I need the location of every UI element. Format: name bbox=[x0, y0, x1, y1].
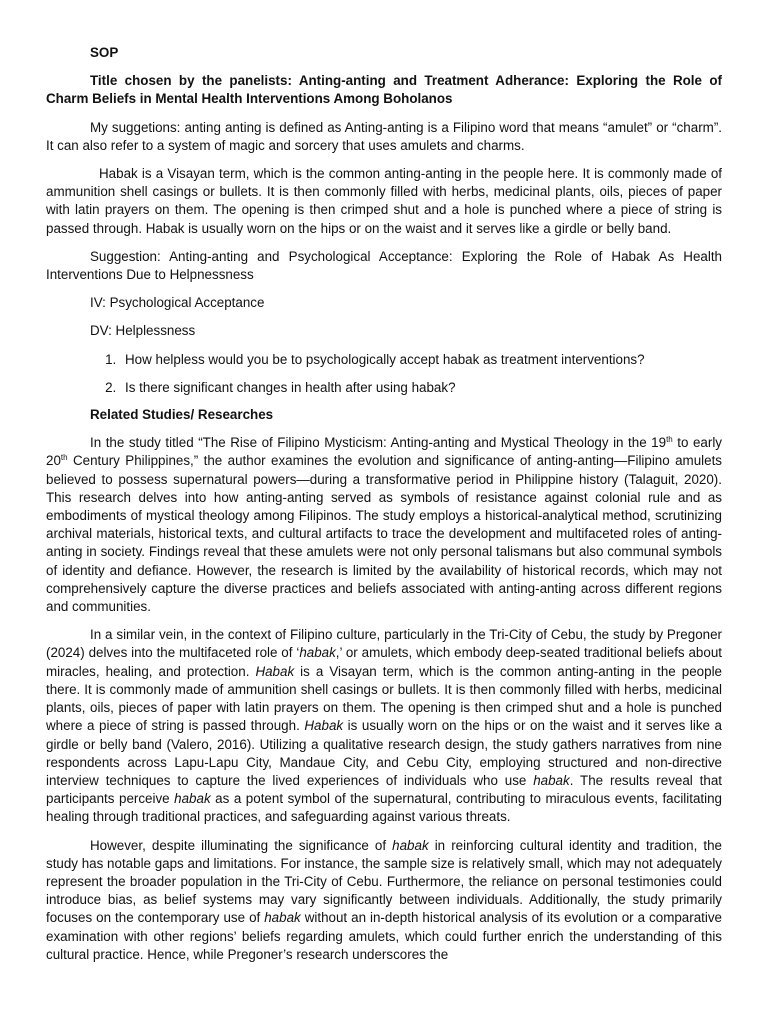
study3-text: However, despite illuminating the significance of bbox=[90, 837, 393, 853]
italic-term: habak bbox=[174, 791, 211, 807]
study1-text: to early 20 bbox=[46, 435, 723, 469]
study-paragraph-3 bbox=[46, 837, 722, 964]
italic-term: Habak bbox=[304, 718, 344, 734]
study2-text: . The results reveal that participants perceive bbox=[46, 772, 722, 807]
study1-text: Century Philippines,” the author examines the evolution and significance of anting-anting—Filipino amulets believed to possess supernatural powers—during a transformative period in Philippine history (Talaguit, 2020). This research delves into how anting-anting served as symbols of resistance against colonial rule and as embodiments of mystical theology among Filipinos. The study employs a historical-analytical method, scrutinizing archival materials, historical texts, and cultural artifacts to trace the development and multifaceted roles of anting-anting in society. Findings reveal that these amulets were not only personal talismans but also communal symbols of identity and defiance. However, the research is limited by the availability of historical records, which may not comprehensively capture the diverse practices and beliefs associated with anting-anting across different regions and communities. bbox=[46, 453, 722, 615]
italic-term: Habak bbox=[255, 663, 295, 679]
suggestion-paragraph: Suggestion: Anting-anting and Psychological Acceptance: Exploring the Role of Habak As Health Interventions Due to Helpnessness bbox=[46, 248, 722, 283]
study1-text: In the study titled “The Rise of Filipino Mysticism: Anting-anting and Mystical Theology in the 19 bbox=[90, 435, 667, 451]
study3-text: without an in-depth historical analysis of its evolution or a comparative examination with other regions’ beliefs regarding amulets, which could further enrich the understanding of this cultural practice. Hence, while Pregoner’s research underscores the bbox=[46, 910, 722, 962]
related-studies-heading: Related Studies/ Researches bbox=[90, 407, 274, 423]
suggestions-paragraph: My suggetions: anting anting is defined as Anting-anting is a Filipino word that means “amulet” or “charm”. It can also refer to a system of magic and sorcery that uses amulets and charms. bbox=[46, 119, 722, 153]
study2-text: ,’ or amulets, which embody deep-seated traditional beliefs about miracles, healing, and protection. bbox=[46, 645, 722, 679]
ordinal-superscript: th bbox=[60, 453, 68, 463]
italic-term: habak bbox=[264, 910, 301, 926]
research-questions-list bbox=[46, 351, 722, 397]
sop-heading: SOP bbox=[90, 45, 119, 60]
chosen-title bbox=[46, 72, 722, 108]
study2-text: In a similar vein, in the context of Filipino culture, particularly in the Tri-City of Cebu, the study by Pregoner (2024) delves into the multifaceted role of ‘ bbox=[46, 627, 722, 661]
study2-text: is a Visayan term, which is the common anting-anting in the people there. It is commonly made of ammunition shell casings or bullets. It is then commonly filled with herbs, medicinal plants, oils, pieces of paper with latin prayers on them. The opening is then crimped shut and a hole is punched where a piece of string is passed through. bbox=[46, 663, 722, 734]
research-question: 1. How helpless would you be to psychologically accept habak as treatment interventions? bbox=[120, 351, 722, 369]
study2-text: is usually worn on the hips or on the waist and it serves like a girdle or belly band (Valero, 2016). Utilizing a qualitative research design, the study gathers narratives from nine respondents across Lapu-Lapu City, Mandaue City, and Cebu City, employing structured and non-directive interview techniques to capture the lived experiences of individuals who use bbox=[46, 718, 722, 788]
study2-text: as a potent symbol of the supernatural, contributing to miraculous events, facilitating healing through traditional practices, and safeguarding against various threats. bbox=[46, 791, 723, 825]
italic-term: habak bbox=[533, 772, 570, 788]
chosen-title-lead: Title chosen by the panelists: bbox=[90, 73, 292, 89]
study3-text: in reinforcing cultural identity and tradition, the study has notable gaps and limitations. For instance, the sample size is relatively small, which may not adequately represent the broader population in the Tri-City of Cebu. Furthermore, the reliance on personal testimonies could introduce bias, as belief systems may vary significantly between individuals. Additionally, the study primarily focuses on the contemporary use of bbox=[46, 837, 722, 926]
study-paragraph-1 bbox=[46, 434, 722, 616]
study-paragraph-2 bbox=[46, 626, 722, 826]
dependent-variable: DV: Helplessness bbox=[90, 323, 196, 339]
research-question: 2. Is there significant changes in health after using habak? bbox=[120, 379, 722, 397]
italic-term: habak bbox=[392, 837, 429, 853]
chosen-title-text: Anting-anting and Treatment Adherance: Exploring the Role of Charm Beliefs in Mental Health Interventions Among Boholanos bbox=[46, 73, 722, 107]
independent-variable: IV: Psychological Acceptance bbox=[90, 295, 265, 311]
ordinal-superscript: th bbox=[666, 435, 673, 445]
habak-paragraph: Habak is a Visayan term, which is the common anting-anting in the people here. It is commonly made of ammunition shell casings or bullets. It is then commonly filled with herbs, medicinal plants, oils, pieces of paper with latin prayers on them. The opening is then crimped shut and a hole is punched where a piece of string is passed through. Habak is usually worn on the hips or on the waist and it serves like a girdle or belly band. bbox=[46, 166, 722, 236]
italic-term: habak bbox=[299, 645, 336, 661]
